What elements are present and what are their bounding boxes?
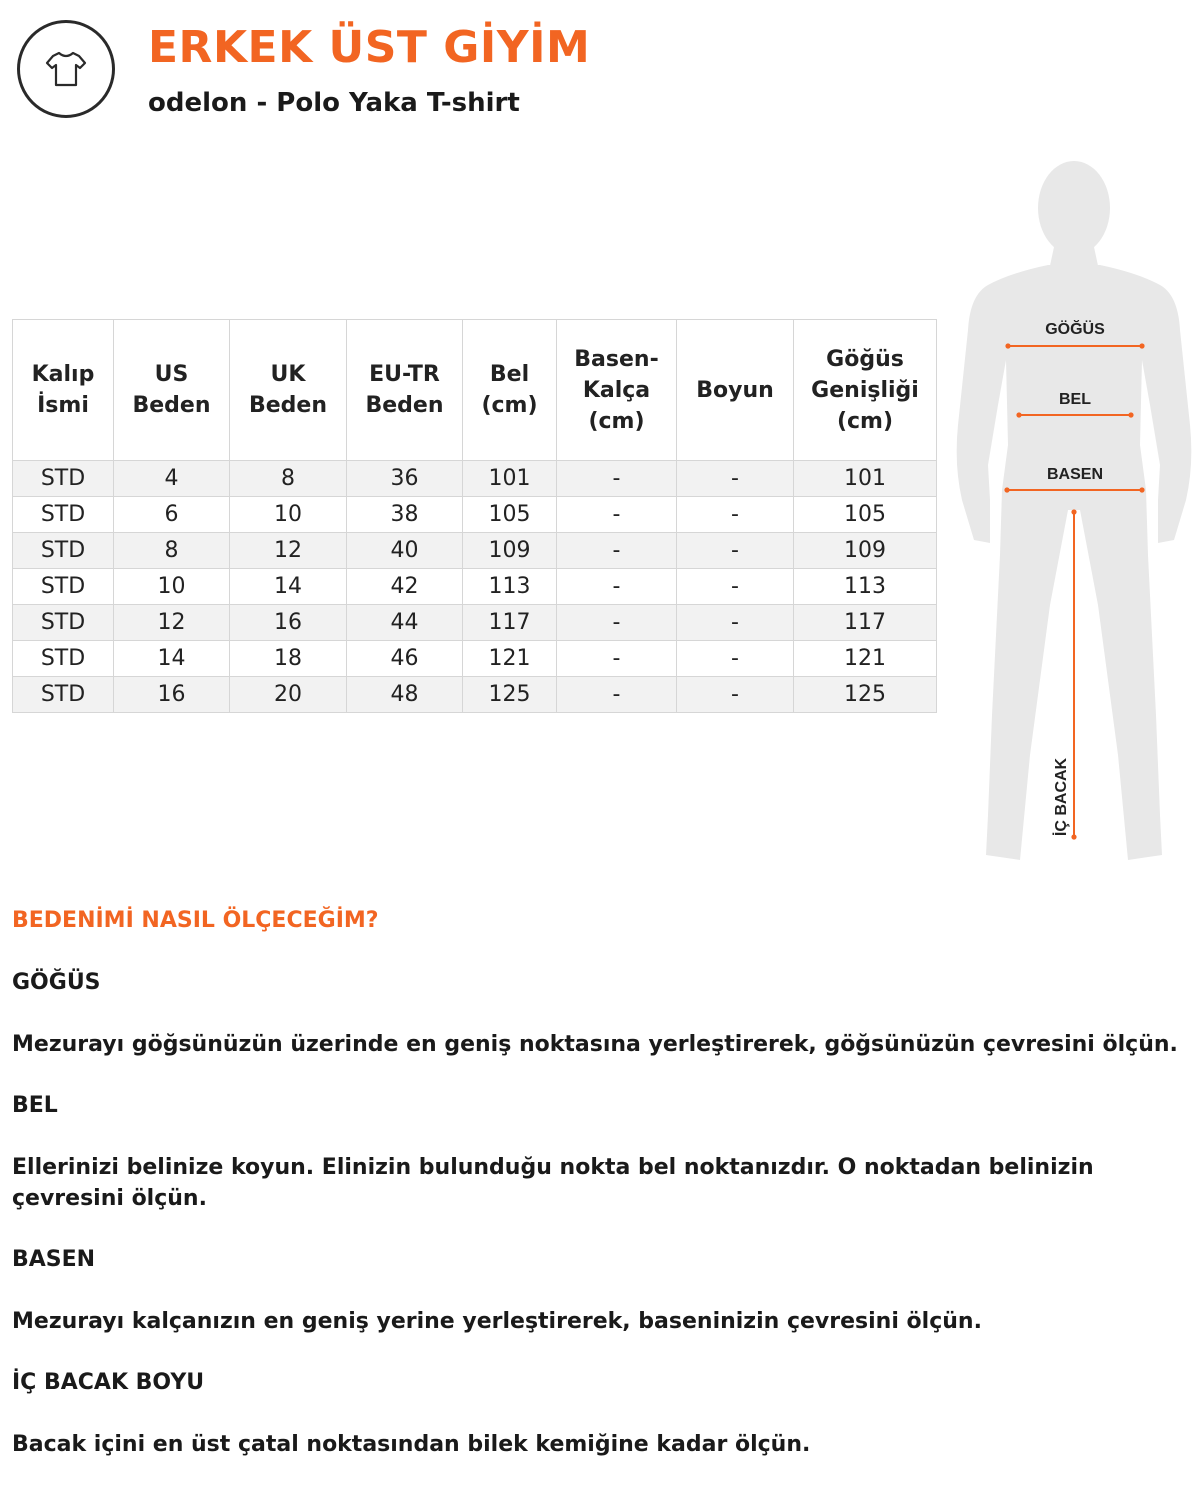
table-cell: 14 <box>230 569 347 605</box>
table-cell: 4 <box>114 461 230 497</box>
table-cell: 125 <box>463 677 557 713</box>
table-cell: 46 <box>347 641 463 677</box>
header-neck: Boyun <box>677 320 794 461</box>
body-measurement-figure <box>950 155 1200 870</box>
table-cell: 121 <box>463 641 557 677</box>
table-header-row <box>13 320 937 461</box>
size-table <box>12 319 937 713</box>
logo-badge <box>17 20 115 118</box>
table-cell: 8 <box>114 533 230 569</box>
table-cell: - <box>557 497 677 533</box>
table-cell: 109 <box>794 533 937 569</box>
product-subtitle: odelon - Polo Yaka T-shirt <box>148 88 520 118</box>
table-cell: - <box>557 677 677 713</box>
waist-label: BEL <box>1059 391 1091 408</box>
table-cell: - <box>677 461 794 497</box>
table-cell: 38 <box>347 497 463 533</box>
header-waist: Bel (cm) <box>463 320 557 461</box>
table-cell: 40 <box>347 533 463 569</box>
table-cell: 36 <box>347 461 463 497</box>
table-cell: - <box>557 533 677 569</box>
table-cell: 6 <box>114 497 230 533</box>
table-row <box>13 677 937 713</box>
chest-instruction: Mezurayı göğsünüzün üzerinde en geniş noktasına yerleştirerek, göğsünüzün çevresini ölçün. <box>12 1032 1178 1057</box>
hip-label: BASEN <box>1046 466 1104 483</box>
table-row <box>13 605 937 641</box>
inseam-instruction: Bacak içini en üst çatal noktasından bilek kemiğine kadar ölçün. <box>12 1432 811 1457</box>
table-cell: 113 <box>794 569 937 605</box>
table-cell: - <box>677 605 794 641</box>
table-cell: - <box>557 569 677 605</box>
hip-title: BASEN <box>12 1247 96 1272</box>
table-cell: STD <box>13 641 114 677</box>
table-cell: 18 <box>230 641 347 677</box>
table-cell: 14 <box>114 641 230 677</box>
table-cell: - <box>557 641 677 677</box>
header-uk-size: UK Beden <box>230 320 347 461</box>
table-row <box>13 533 937 569</box>
table-cell: - <box>677 677 794 713</box>
table-cell: 8 <box>230 461 347 497</box>
table-cell: 105 <box>463 497 557 533</box>
table-cell: STD <box>13 461 114 497</box>
table-row <box>13 497 937 533</box>
guide-heading: BEDENİMİ NASIL ÖLÇECEĞİM? <box>12 908 379 933</box>
table-cell: STD <box>13 569 114 605</box>
table-cell: 10 <box>230 497 347 533</box>
table-cell: 16 <box>114 677 230 713</box>
inseam-title: İÇ BACAK BOYU <box>12 1370 205 1395</box>
table-cell: - <box>677 569 794 605</box>
table-cell: 113 <box>463 569 557 605</box>
table-cell: 105 <box>794 497 937 533</box>
table-cell: STD <box>13 605 114 641</box>
header-pattern-name: Kalıp İsmi <box>13 320 114 461</box>
table-cell: 117 <box>463 605 557 641</box>
table-cell: 48 <box>347 677 463 713</box>
table-cell: 125 <box>794 677 937 713</box>
table-cell: 101 <box>794 461 937 497</box>
table-cell: STD <box>13 497 114 533</box>
waist-title: BEL <box>12 1093 58 1118</box>
table-cell: 44 <box>347 605 463 641</box>
page-title: ERKEK ÜST GİYİM <box>148 22 591 73</box>
hip-instruction: Mezurayı kalçanızın en geniş yerine yerleştirerek, baseninizin çevresini ölçün. <box>12 1309 982 1334</box>
table-cell: - <box>677 497 794 533</box>
table-cell: - <box>557 461 677 497</box>
table-cell: 117 <box>794 605 937 641</box>
table-cell: - <box>677 641 794 677</box>
waist-instruction: Ellerinizi belinize koyun. Elinizin bulunduğu nokta bel noktanızdır. O noktadan belinizin çevresini ölçün. <box>12 1155 1094 1211</box>
header-chest-width: Göğüs Genişliği (cm) <box>794 320 937 461</box>
table-cell: 20 <box>230 677 347 713</box>
table-cell: 121 <box>794 641 937 677</box>
table-cell: 16 <box>230 605 347 641</box>
table-cell: STD <box>13 533 114 569</box>
header-eu-tr-size: EU-TR Beden <box>347 320 463 461</box>
tshirt-icon <box>44 47 88 91</box>
table-cell: 101 <box>463 461 557 497</box>
measurement-guide <box>12 905 1182 1490</box>
table-cell: - <box>557 605 677 641</box>
chest-label: GÖĞÜS <box>1045 321 1105 338</box>
table-cell: 12 <box>230 533 347 569</box>
table-cell: 10 <box>114 569 230 605</box>
inseam-measure-line <box>1071 509 1076 839</box>
table-cell: 42 <box>347 569 463 605</box>
table-cell: 12 <box>114 605 230 641</box>
table-cell: STD <box>13 677 114 713</box>
table-row <box>13 641 937 677</box>
header-hip: Basen- Kalça (cm) <box>557 320 677 461</box>
header-us-size: US Beden <box>114 320 230 461</box>
table-cell: 109 <box>463 533 557 569</box>
table-row <box>13 461 937 497</box>
table-cell: - <box>677 533 794 569</box>
table-row <box>13 569 937 605</box>
chest-title: GÖĞÜS <box>12 970 101 995</box>
inseam-label: İÇ BACAK <box>1053 757 1070 837</box>
